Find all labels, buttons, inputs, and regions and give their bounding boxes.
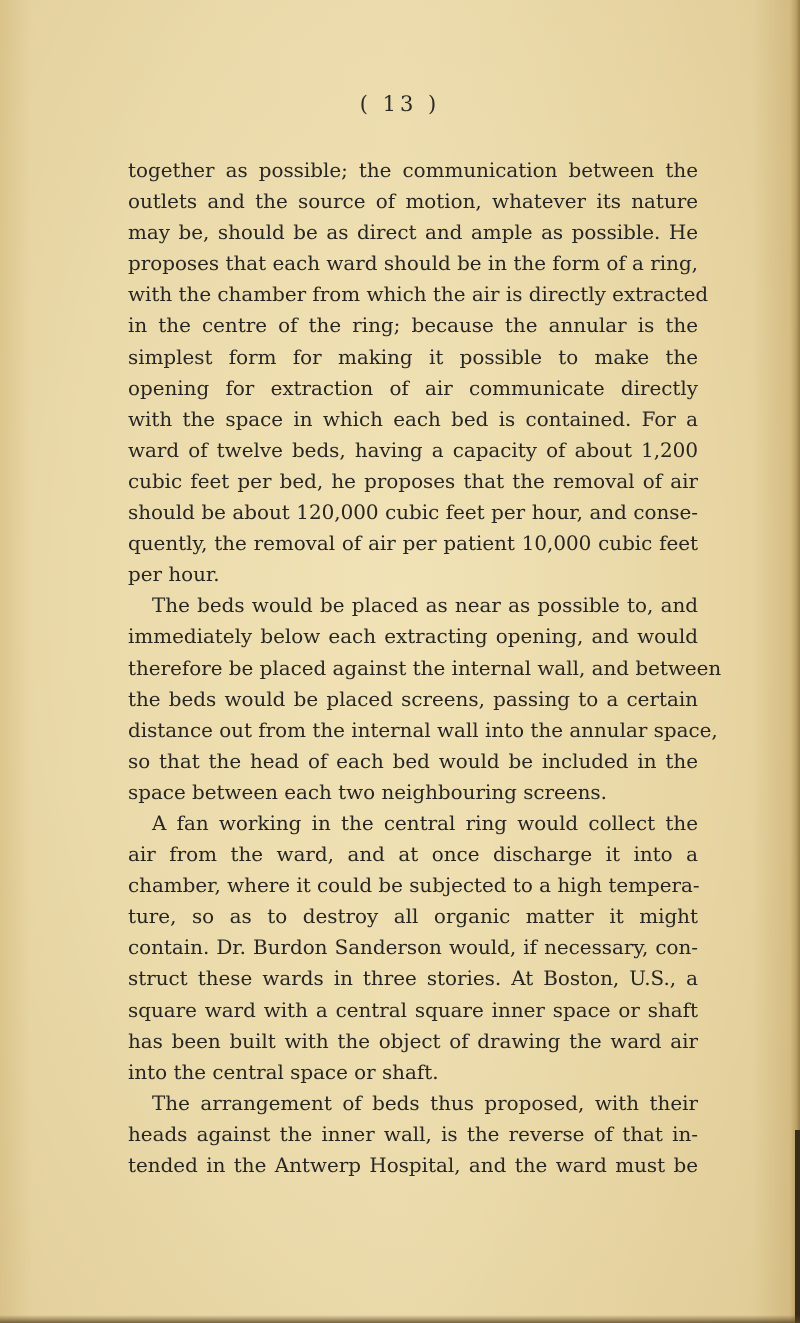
text-line: in the centre of the ring; because the annular is the [128,314,698,338]
text-line: simplest form for making it possible to make the [128,345,698,369]
text-line: into the central space or shaft. [128,1060,439,1084]
page-bottom-edge [0,1315,800,1323]
text-line: space between each two neighbouring screens. [128,780,607,804]
body-text [128,155,722,1181]
page-edge-shadow [790,0,800,1323]
text-line: the beds would be placed screens, passing to a certain [128,687,698,711]
page-edge-dark [795,1130,800,1323]
text-line: opening for extraction of air communicate directly [128,376,698,400]
text-line: therefore be placed against the internal wall, and between [128,656,722,680]
text-line: has been built with the object of drawing the ward air [128,1029,698,1053]
text-line: with the chamber from which the air is directly extracted [128,283,709,307]
text-line: heads against the inner wall, is the reverse of that in- [128,1122,698,1146]
text-line: outlets and the source of motion, whatever its nature [128,190,698,214]
text-line: air from the ward, and at once discharge it into a [128,843,698,867]
text-line: immediately below each extracting opening, and would [128,625,698,649]
text-line: square ward with a central square inner space or shaft [128,998,698,1022]
text-line: so that the head of each bed would be included in the [128,749,698,773]
text-line: should be about 120,000 cubic feet per hour, and conse- [128,501,698,525]
text-line: with the space in which each bed is contained. For a [128,407,698,431]
text-line: per hour. [128,563,220,587]
text-line: together as possible; the communication between the [128,159,698,182]
text-line: distance out from the internal wall into the annular space, [128,718,718,742]
text-line: A fan working in the central ring would collect the [152,811,698,835]
text-line: cubic feet per bed, he proposes that the removal of air [128,469,698,493]
text-line: proposes that each ward should be in the form of a ring, [128,252,698,276]
text-line: ward of twelve beds, having a capacity of about 1,200 [128,438,698,462]
text-line: contain. Dr. Burdon Sanderson would, if necessary, con- [128,936,698,960]
text-line: may be, should be as direct and ample as possible. He [128,221,698,245]
text-line: struct these wards in three stories. At Boston, U.S., a [128,967,698,991]
text-line: quently, the removal of air per patient 10,000 cubic feet [128,532,698,556]
text-line: chamber, where it could be subjected to a high tempera- [128,874,700,898]
text-line: The beds would be placed as near as possible to, and [152,594,698,618]
text-line: The arrangement of beds thus proposed, with their [152,1091,698,1115]
text-line: tended in the Antwerp Hospital, and the ward must be [128,1154,698,1177]
text-line: ture, so as to destroy all organic matter it might [128,905,698,929]
page-number: ( 13 ) [359,92,441,116]
